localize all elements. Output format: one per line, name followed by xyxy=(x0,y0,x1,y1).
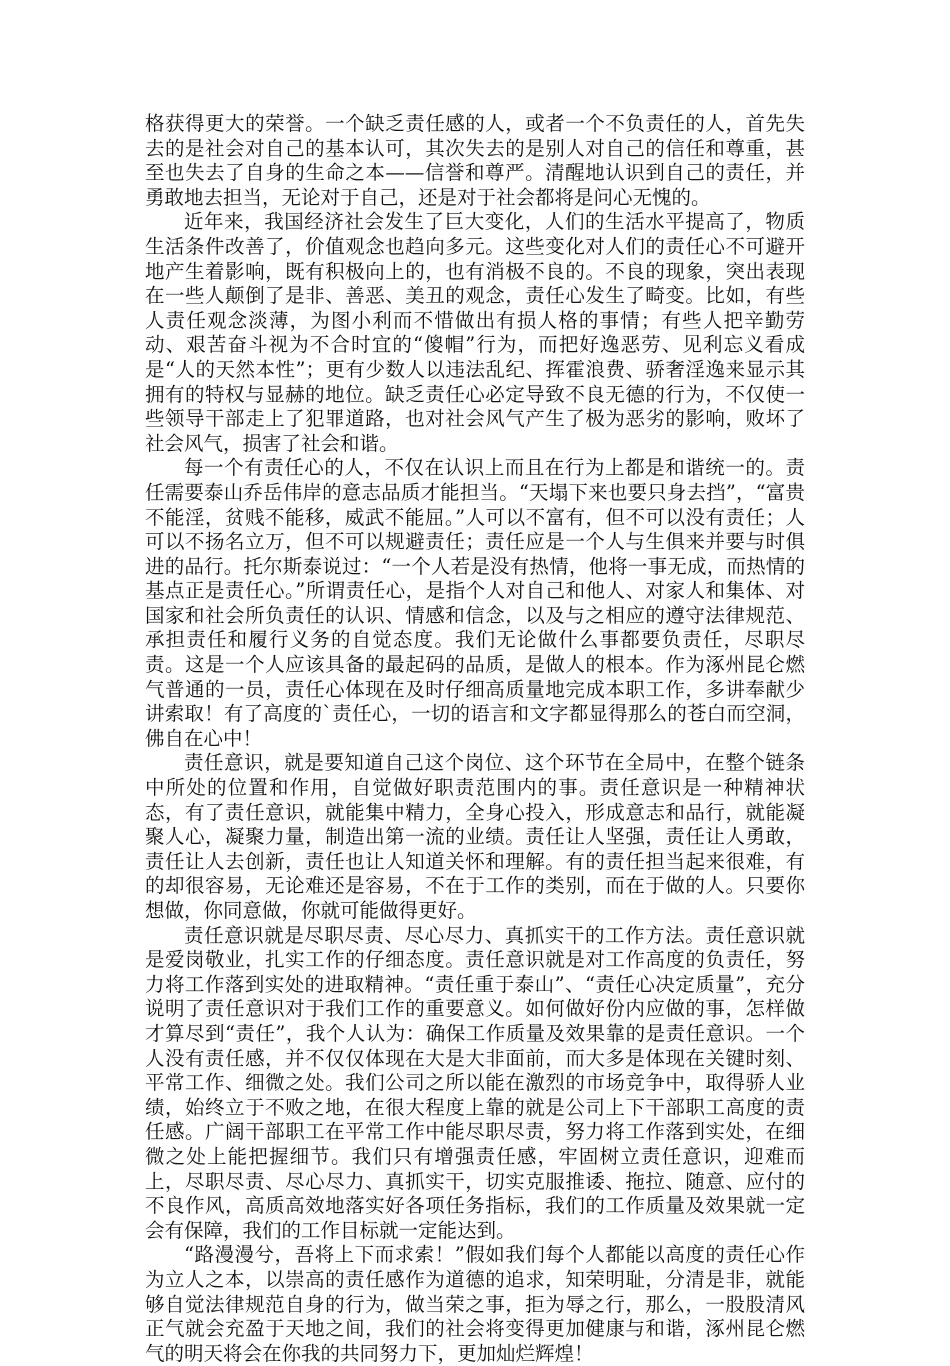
paragraph-responsibility-heart: 每一个有责任心的人，不仅在认识上而且在行为上都是和谐统一的。责任需要泰山乔岳伟岸的意志品质才能担当。“天塌下来也要只身去挡”，“富贵不能淫，贫贱不能移，威武不能屈。”人可以不富有，但不可以没有责任；人可以不扬名立万，但不可以规避责任；责任应是一个人与生俱来并要与时俱进的品行。托尔斯泰说过：“一个人若是没有热情，他将一事无成，而热情的基点正是责任心。”所谓责任心，是指个人对自己和他人、对家人和集体、对国家和社会所负责任的认识、情感和信念，以及与之相应的遵守法律规范、承担责任和履行义务的自觉态度。我们无论做什么事都要负责任，尽职尽责。这是一个人应该具备的最起码的品质，是做人的根本。作为涿州昆仑燃气普通的一员，责任心体现在及时仔细高质量地完成本职工作，多讲奉献少讲索取！有了高度的`责任心，一切的语言和文字都显得那么的苍白而空洞，佛自在心中！ xyxy=(145,456,805,750)
paragraph-responsibility-awareness: 责任意识，就是要知道自己这个岗位、这个环节在全局中，在整个链条中所处的位置和作用，自觉做好职责范围内的事。责任意识是一种精神状态，有了责任意识，就能集中精力，全身心投入，形成意志和品行，就能凝聚人心，凝聚力量，制造出第一流的业绩。责任让人坚强，责任让人勇敢，责任让人去创新，责任也让人知道关怀和理解。有的责任担当起来很难，有的却很容易，无论难还是容易，不在于工作的类别，而在于做的人。只要你想做，你同意做，你就可能做得更好。 xyxy=(145,751,805,922)
document-body xyxy=(145,112,805,1366)
paragraph-work-method: 责任意识就是尽职尽责、尽心尽力、真抓实干的工作方法。责任意识就是爱岗敬业，扎实工作的仔细态度。责任意识就是对工作高度的负责任，努力将工作落到实处的进取精神。“责任重于泰山”、“责任心决定质量”，充分说明了责任意识对于我们工作的重要意义。如何做好份内应做的事，怎样做才算尽到“责任”，我个人认为：确保工作质量及效果靠的是责任意识。一个人没有责任感，并不仅仅体现在大是大非面前，而大多是体现在关键时刻、平常工作、细微之处。我们公司之所以能在激烈的市场竞争中，取得骄人业绩，始终立于不败之地，在很大程度上靠的就是公司上下干部职工高度的责任感。广阔干部职工在平常工作中能尽职尽责，努力将工作落到实处，在细微之处上能把握细节。我们只有增强责任感，牢固树立责任意识，迎难而上，尽职尽责、尽心尽力、真抓实干，切实克服推诿、拖拉、随意、应付的不良作风，高质高效地落实好各项任务指标，我们的工作质量及效果就一定会有保障，我们的工作目标就一定能达到。 xyxy=(145,923,805,1242)
paragraph-social-change: 近年来，我国经济社会发生了巨大变化，人们的生活水平提高了，物质生活条件改善了，价值观念也趋向多元。这些变化对人们的责任心不可避开地产生着影响，既有积极向上的，也有消极不良的。不良的现象，突出表现在一些人颠倒了是非、善恶、美丑的观念，责任心发生了畸变。比如，有些人责任观念淡薄，为图小利而不惜做出有损人格的事情；有些人把辛勤劳动、艰苦奋斗视为不合时宜的“傻帽”行为，而把好逸恶劳、见利忘义看成是“人的天然本性”；更有少数人以违法乱纪、挥霍浪费、骄奢淫逸来显示其拥有的特权与显赫的地位。缺乏责任心必定导致不良无德的行为，不仅使一些领导干部走上了犯罪道路，也对社会风气产生了极为恶劣的影响，败坏了社会风气，损害了社会和谐。 xyxy=(145,210,805,455)
paragraph-conclusion: “路漫漫兮，吾将上下而求索！”假如我们每个人都能以高度的责任心作为立人之本，以崇高的责任感作为道德的追求，知荣明耻，分清是非，就能够自觉法律规范自身的行为，做当荣之事，拒为辱之行，那么，一股股清风正气就会充盈于天地之间，我们的社会将变得更加健康与和谐，涿州昆仑燃气的明天将会在你我的共同努力下，更加灿烂辉煌！ xyxy=(145,1243,805,1365)
paragraph-continuation: 格获得更大的荣誉。一个缺乏责任感的人，或者一个不负责任的人，首先失去的是社会对自己的基本认可，其次失去的是别人对自己的信任和尊重，甚至也失去了自身的生命之本——信誉和尊严。清醒地认识到自己的责任，并勇敢地去担当，无论对于自己，还是对于社会都将是问心无愧的。 xyxy=(145,112,805,209)
